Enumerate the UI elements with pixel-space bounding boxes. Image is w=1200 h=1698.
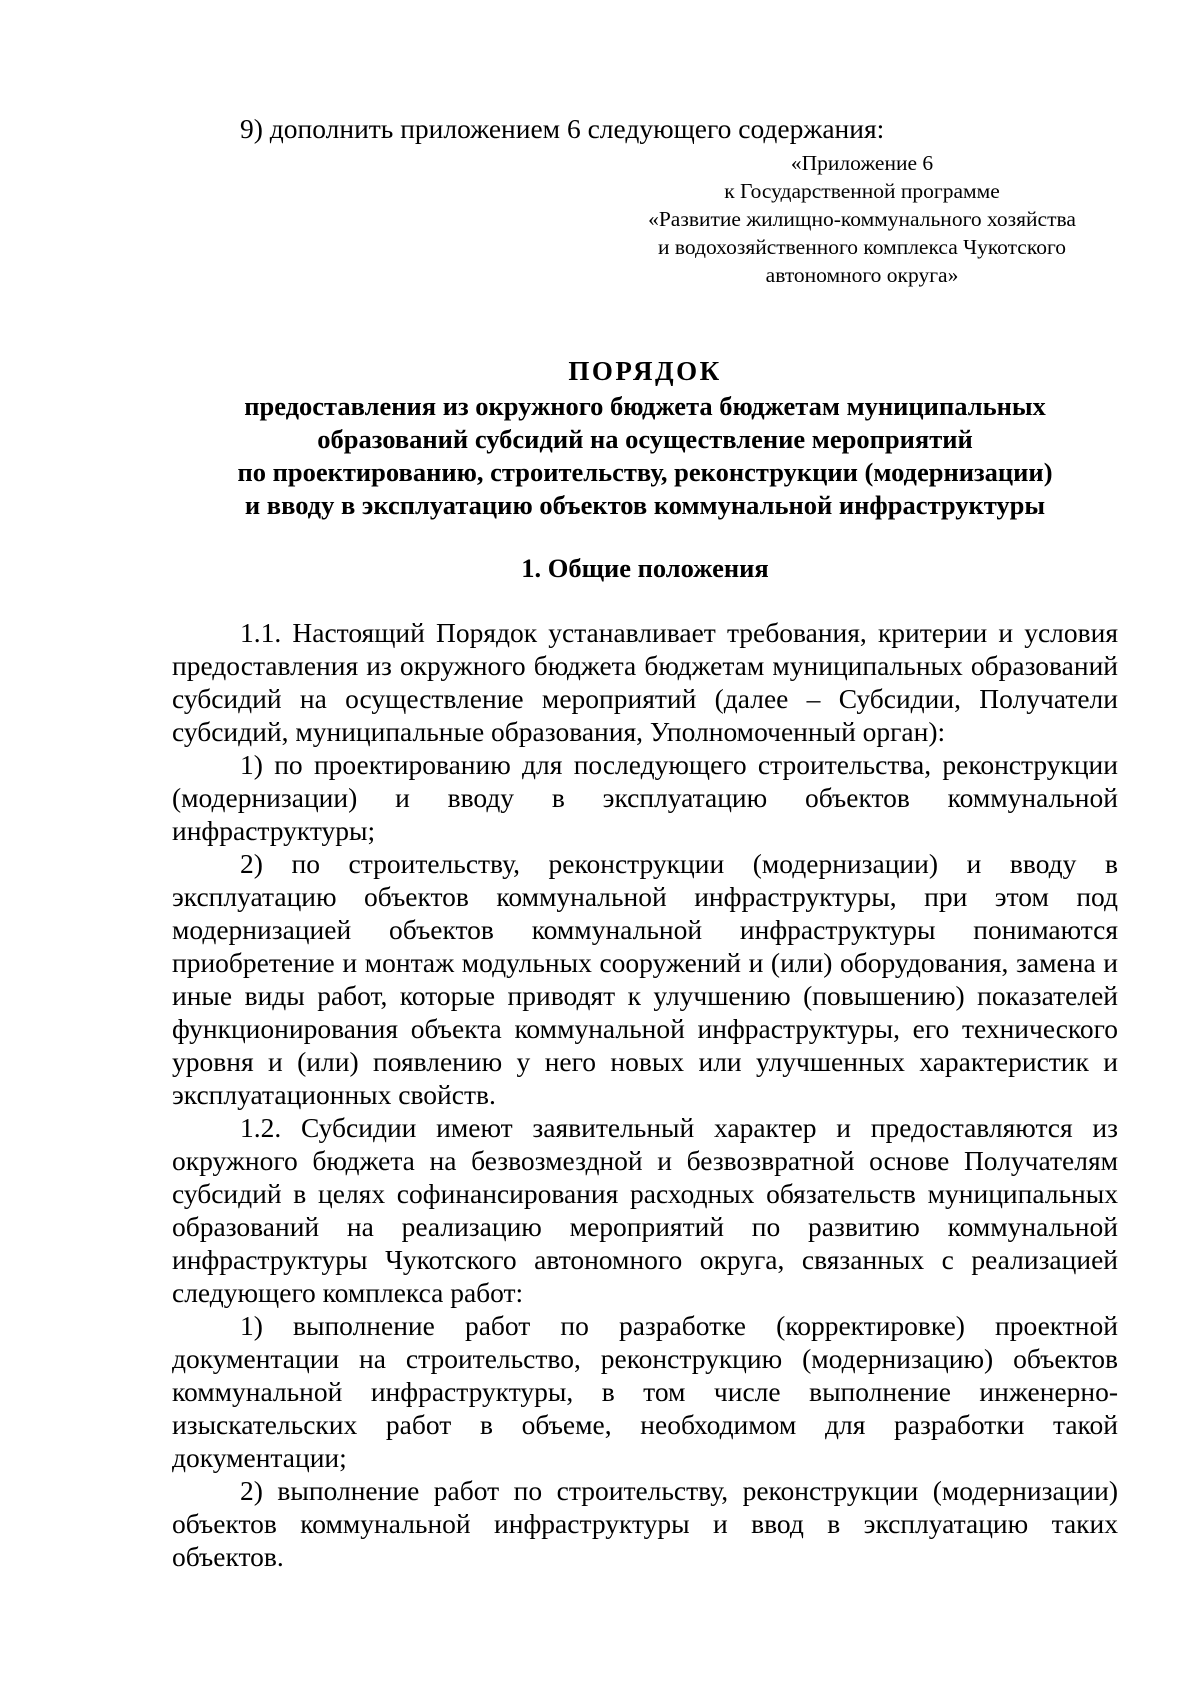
annex-header <box>612 149 1112 289</box>
document-title: ПОРЯДОК <box>568 356 722 386</box>
paragraph: 1.1. Настоящий Порядок устанавливает требования, критерии и условия предоставления из окружного бюджета бюджетам муниципальных образований субсидий на осуществление мероприятий (далее – Субсидии, Получатели субсидий, муниципальные образования, Уполномоченный орган): <box>172 617 1118 747</box>
paragraph: 2) выполнение работ по строительству, реконструкции (модернизации) объектов коммунальной инфраструктуры и ввод в эксплуатацию таких объектов. <box>172 1475 1118 1572</box>
document-subtitle-line: по проектированию, строительству, реконструкции (модернизации) <box>237 457 1053 487</box>
section-heading: 1. Общие положения <box>521 553 769 583</box>
annex-header-line: автономного округа» <box>765 263 959 287</box>
amendment-intro: 9) дополнить приложением 6 следующего содержания: <box>240 113 885 144</box>
paragraph: 1) по проектированию для последующего строительства, реконструкции (модернизации) и вводу в эксплуатацию объектов коммунальной инфраструктуры; <box>172 749 1118 846</box>
annex-header-line: и водохозяйственного комплекса Чукотского <box>657 235 1066 259</box>
section-body <box>172 616 1118 1573</box>
document-subtitle-line: образований субсидий на осуществление мероприятий <box>317 424 973 454</box>
annex-header-line: «Приложение 6 <box>790 151 934 175</box>
annex-header-line: к Государственной программе <box>724 179 1000 203</box>
annex-header-line: «Развитие жилищно-коммунального хозяйства <box>648 207 1076 231</box>
paragraph: 1) выполнение работ по разработке (корректировке) проектной документации на строительство, реконструкцию (модернизацию) объектов коммунальной инфраструктуры, в том числе выполнение инженерно-изыскательских работ в объеме, необходимом для разработки такой документации; <box>172 1310 1118 1473</box>
document-content <box>172 112 1118 1573</box>
document-subtitle-line: предоставления из окружного бюджета бюджетам муниципальных <box>244 391 1046 421</box>
paragraph: 1.2. Субсидии имеют заявительный характер и предоставляются из окружного бюджета на безвозмездной и безвозвратной основе Получателям субсидий в целях софинансирования расходных обязательств муниципальных образований на реализацию мероприятий по развитию коммунальной инфраструктуры Чукотского автономного округа, связанных с реализацией следующего комплекса работ: <box>172 1112 1118 1308</box>
document-subtitle <box>172 390 1118 522</box>
document-subtitle-line: и вводу в эксплуатацию объектов коммунальной инфраструктуры <box>244 490 1046 520</box>
paragraph: 2) по строительству, реконструкции (модернизации) и вводу в эксплуатацию объектов коммунальной инфраструктуры, при этом под модернизацией объектов коммунальной инфраструктуры понимаются приобретение и монтаж модульных сооружений и (или) оборудования, замена и иные виды работ, которые приводят к улучшению (повышению) показателей функционирования объекта коммунальной инфраструктуры, его технического уровня и (или) появлению у него новых или улучшенных характеристик и эксплуатационных свойств. <box>172 848 1118 1110</box>
